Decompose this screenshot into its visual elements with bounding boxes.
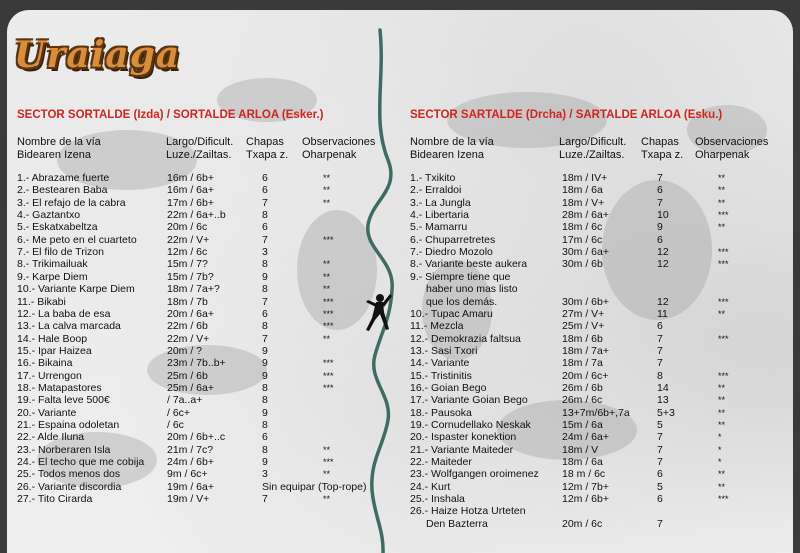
route-row — [17, 234, 363, 247]
route-name: 9.- Karpe Diem — [17, 270, 88, 283]
route-length-grade: 30m / 6b — [562, 258, 603, 271]
route-length-grade: 25m / 6a+ — [167, 381, 214, 394]
route-row — [17, 407, 363, 420]
route-row — [410, 431, 758, 444]
route-bolts: 8 — [262, 381, 268, 394]
route-length-grade: 12m / 6c — [167, 246, 208, 259]
route-name: 20.- Ispaster konektion — [410, 431, 517, 444]
route-length-grade: 18m / 7a+? — [167, 283, 220, 296]
route-bolts: 8 — [262, 443, 268, 456]
route-length-grade: 15m / 7b? — [167, 270, 214, 283]
route-row — [410, 308, 758, 321]
route-row — [410, 296, 758, 309]
route-rating: ** — [323, 259, 331, 270]
route-length-grade: 20m / 6c — [167, 221, 208, 234]
route-name: 9.- Siempre tiene que — [410, 270, 511, 283]
route-name: 8.- Variante beste aukera — [410, 258, 528, 271]
route-row — [17, 370, 363, 383]
route-row — [410, 184, 758, 197]
header-name-right: Nombre de la vía Bidearen Izena — [410, 136, 494, 161]
route-length-grade: 22m / 6b — [167, 320, 208, 333]
route-length-grade: 18m / V — [562, 443, 599, 456]
route-bolts: 5+3 — [657, 406, 675, 419]
header-bolts-left: Chapas Txapa z. — [246, 136, 289, 161]
route-length-grade: 20m / 6a+ — [167, 307, 214, 320]
route-length-grade: 12m / 7b+ — [562, 480, 609, 493]
route-row — [17, 345, 363, 358]
route-rating: ** — [718, 308, 726, 319]
header-name-left: Nombre de la vía Bidearen Izena — [17, 136, 101, 161]
route-rating: *** — [323, 457, 334, 468]
route-length-grade: 18m / 6a — [562, 184, 603, 197]
route-name: 8.- Trikimailuak — [17, 258, 88, 271]
route-name: 24.- El techo que me cobija — [17, 456, 145, 469]
route-length-grade: 30m / 6b+ — [562, 295, 609, 308]
route-name: 19.- Cornudellako Neskak — [410, 419, 531, 431]
route-bolts: 9 — [262, 369, 268, 382]
route-row — [17, 419, 363, 432]
route-row — [410, 221, 758, 234]
route-name: 27.- Tito Cirarda — [17, 493, 93, 506]
route-length-grade: 16m / 6b+ — [167, 172, 214, 184]
route-name: 16.- Goian Bego — [410, 381, 487, 394]
route-rating: ** — [718, 382, 726, 393]
route-length-grade: 22m / 6a+..b — [167, 209, 226, 222]
route-bolts: 6 — [262, 431, 268, 444]
route-bolts: 8 — [262, 320, 268, 333]
route-rating: *** — [323, 321, 334, 332]
route-bolts: 8 — [262, 283, 268, 296]
route-name: 12.- La baba de esa — [17, 307, 111, 320]
route-bolts: 6 — [657, 493, 663, 506]
route-length-grade: 18m / 6b — [562, 332, 603, 345]
route-row — [410, 394, 758, 407]
route-rating: ** — [718, 173, 726, 183]
route-bolts: 13 — [657, 394, 669, 407]
route-length-grade: 18m / 7a — [562, 357, 603, 370]
route-length-grade: 25m / 6b — [167, 369, 208, 382]
route-row — [410, 407, 758, 420]
route-name: 26.- Haize Hotza Urteten — [410, 505, 526, 518]
route-name: 21.- Variante Maiteder — [410, 443, 514, 456]
route-row — [410, 493, 758, 506]
header-length-left: Largo/Dificult. Luze./Zailtas. — [166, 136, 234, 161]
route-row — [410, 518, 758, 531]
route-length-grade: 20m / 6c — [562, 517, 603, 530]
route-row — [410, 209, 758, 222]
header-bolts-right: Chapas Txapa z. — [641, 136, 684, 161]
route-row — [17, 357, 363, 370]
route-name: 15.- Ipar Haizea — [17, 344, 92, 357]
route-length-grade: 24m / 6b+ — [167, 456, 214, 469]
route-length-grade: 19m / V+ — [167, 493, 210, 506]
route-name: Den Bazterra — [426, 517, 488, 530]
route-bolts: 7 — [657, 344, 663, 357]
route-row — [410, 456, 758, 469]
route-row — [17, 382, 363, 395]
route-length-grade: 20m / 6b+..c — [167, 431, 226, 444]
route-name: 5.- Mamarru — [410, 221, 468, 234]
route-bolts: 8 — [657, 369, 663, 382]
route-length-grade: 9m / 6c+ — [167, 468, 208, 481]
route-row — [17, 283, 363, 296]
route-bolts: 9 — [262, 406, 268, 419]
sector-title-right: SECTOR SARTALDE (Drcha) / SARTALDE ARLOA (Esku.) — [410, 109, 723, 121]
route-bolts: 11 — [657, 307, 668, 320]
route-rating: ** — [718, 469, 726, 480]
route-row — [410, 258, 758, 271]
route-bolts: 7 — [657, 196, 663, 209]
route-length-grade: 24m / 6a+ — [562, 431, 609, 444]
route-name: 23.- Norberaren Isla — [17, 443, 111, 456]
route-bolts: 9 — [657, 221, 663, 234]
route-bolts: 7 — [262, 233, 268, 246]
route-rating: ** — [718, 222, 726, 233]
route-rating: * — [718, 432, 722, 443]
route-name: 7.- Diedro Mozolo — [410, 246, 493, 259]
route-bolts: 6 — [262, 307, 268, 320]
route-length-grade: / 6c+ — [167, 406, 191, 419]
route-length-grade: 27m / V+ — [562, 307, 605, 320]
route-name: 20.- Variante — [17, 406, 77, 419]
route-bolts: 6 — [262, 172, 268, 184]
route-length-grade: 18m / 7a+ — [562, 344, 609, 357]
route-name: 23.- Wolfgangen oroimenez — [410, 468, 539, 481]
route-rating: *** — [323, 370, 334, 381]
route-row — [410, 505, 758, 518]
route-rating: * — [718, 444, 722, 455]
route-length-grade: 19m / 6a+ — [167, 480, 214, 493]
route-name: 6.- Chuparretretes — [410, 233, 496, 246]
route-name: 14.- Hale Boop — [17, 332, 88, 345]
route-row — [410, 283, 758, 296]
route-rating: *** — [323, 308, 334, 319]
route-bolts: Sin equipar (Top-rope) — [262, 480, 367, 493]
route-rating: ** — [718, 481, 726, 492]
route-rating: ** — [323, 444, 331, 455]
route-name: 12.- Demokrazia faltsua — [410, 332, 521, 345]
route-row — [410, 468, 758, 481]
route-bolts: 6 — [657, 320, 663, 333]
route-row — [17, 308, 363, 321]
route-name: 15.- Tristinitis — [410, 369, 472, 382]
route-bolts: 3 — [262, 468, 268, 481]
route-length-grade: 23m / 7b..b+ — [167, 357, 226, 370]
route-row — [410, 333, 758, 346]
route-length-grade: 20m / ? — [167, 344, 203, 357]
route-row — [410, 444, 758, 457]
route-row — [17, 444, 363, 457]
route-rating: ** — [718, 185, 726, 196]
route-length-grade: 18m / IV+ — [562, 172, 608, 184]
route-row — [410, 234, 758, 247]
route-row — [17, 493, 363, 506]
route-row — [410, 197, 758, 210]
route-length-grade: 25m / V+ — [562, 320, 605, 333]
route-name: 5.- Eskatxabeltza — [17, 221, 98, 234]
route-name: 7.- El filo de Trizon — [17, 246, 104, 259]
route-rating: ** — [323, 197, 331, 208]
route-row — [17, 333, 363, 346]
route-length-grade: 18m / 6c — [562, 221, 603, 234]
route-bolts: 3 — [262, 246, 268, 259]
route-rating: ** — [323, 333, 331, 344]
route-rating: *** — [718, 494, 729, 505]
route-bolts: 14 — [657, 381, 669, 394]
route-length-grade: 17m / 6c — [562, 233, 603, 246]
route-row — [410, 481, 758, 494]
route-rating: *** — [718, 370, 729, 381]
route-name: 13.- La calva marcada — [17, 320, 121, 333]
route-name: 14.- Variante — [410, 357, 470, 370]
route-bolts: 9 — [262, 357, 268, 370]
route-row — [410, 172, 758, 185]
route-bolts: 5 — [657, 480, 663, 493]
route-name: 18.- Pausoka — [410, 406, 472, 419]
route-name: 11.- Mezcla — [410, 320, 464, 333]
route-rating: *** — [323, 382, 334, 393]
route-bolts: 5 — [657, 419, 663, 431]
route-bolts: 6 — [657, 233, 663, 246]
route-name: 10.- Tupac Amaru — [410, 307, 493, 320]
route-name: 24.- Kurt — [410, 480, 451, 493]
route-bolts: 10 — [657, 209, 669, 222]
route-bolts: 7 — [262, 196, 268, 209]
route-bolts: 8 — [262, 258, 268, 271]
route-length-grade: 20m / 6c+ — [562, 369, 609, 382]
route-bolts: 12 — [657, 246, 669, 259]
route-row — [410, 370, 758, 383]
route-name: que los demás. — [426, 295, 498, 308]
header-length-right: Largo/Dificult. Luze./Zailtas. — [559, 136, 627, 161]
route-name: 17.- Variante Goian Bego — [410, 394, 528, 407]
route-row — [17, 394, 363, 407]
route-rating: ** — [323, 469, 331, 480]
route-name: 26.- Variante discordia — [17, 480, 122, 493]
route-rating: ** — [323, 494, 331, 505]
route-length-grade: 18m / 6a — [562, 456, 603, 469]
route-rating: *** — [323, 358, 334, 369]
route-row — [17, 456, 363, 469]
route-row — [17, 320, 363, 333]
route-name: 13.- Sasi Txori — [410, 344, 478, 357]
route-row — [410, 345, 758, 358]
route-bolts: 6 — [262, 184, 268, 197]
route-length-grade: 28m / 6a+ — [562, 209, 609, 222]
route-name: 17.- Urrengon — [17, 369, 82, 382]
header-notes-left: Observaciones Oharpenak — [302, 136, 376, 161]
route-row — [17, 221, 363, 234]
route-row — [17, 258, 363, 271]
route-name: 11.- Bikabi — [17, 295, 66, 308]
route-bolts: 7 — [657, 517, 663, 530]
route-length-grade: 30m / 6a+ — [562, 246, 609, 259]
route-name: haber uno mas listo — [426, 283, 518, 296]
route-rating: *** — [718, 296, 729, 307]
route-name: 18.- Matapastores — [17, 381, 102, 394]
route-name: 2.- Bestearen Baba — [17, 184, 108, 197]
route-row — [410, 419, 758, 432]
route-name: 22.- Alde Iluna — [17, 431, 85, 444]
route-rating: ** — [323, 185, 331, 196]
route-name: 19.- Falta leve 500€ — [17, 394, 110, 407]
route-name: 2.- Erraldoi — [410, 184, 462, 197]
route-length-grade: 15m / 6a — [562, 419, 603, 431]
route-name: 3.- La Jungla — [410, 196, 471, 209]
route-rating: ** — [718, 420, 726, 430]
header-notes-right: Observaciones Oharpenak — [695, 136, 769, 161]
route-length-grade: 12m / 6b+ — [562, 493, 609, 506]
route-rating: ** — [718, 197, 726, 208]
route-length-grade: 26m / 6b — [562, 381, 603, 394]
route-row — [17, 271, 363, 284]
route-name: 25.- Inshala — [410, 493, 465, 506]
route-row — [410, 246, 758, 259]
route-row — [410, 357, 758, 370]
route-bolts: 7 — [657, 443, 663, 456]
route-length-grade: 21m / 7c? — [167, 443, 214, 456]
route-name: 10.- Variante Karpe Diem — [17, 283, 135, 296]
route-bolts: 12 — [657, 258, 669, 271]
route-bolts: 7 — [657, 332, 663, 345]
route-bolts: 9 — [262, 344, 268, 357]
route-row — [17, 296, 363, 309]
route-bolts: 7 — [262, 332, 268, 345]
route-rating: *** — [718, 210, 729, 221]
route-length-grade: 22m / V+ — [167, 332, 210, 345]
route-bolts: 9 — [262, 456, 268, 469]
route-name: 1.- Txikito — [410, 172, 456, 184]
route-rating: * — [718, 457, 722, 468]
route-rating: *** — [323, 234, 334, 245]
route-name: 4.- Gaztantxo — [17, 209, 81, 222]
route-bolts: 12 — [657, 295, 669, 308]
sector-title-left: SECTOR SORTALDE (Izda) / SORTALDE ARLOA (Esker.) — [17, 109, 324, 121]
route-row — [17, 184, 363, 197]
route-rating: ** — [323, 284, 331, 295]
route-length-grade: / 7a..a+ — [167, 394, 203, 407]
route-name: 6.- Me peto en el cuarteto — [17, 233, 137, 246]
route-rating: *** — [718, 259, 729, 270]
route-length-grade: 22m / V+ — [167, 233, 210, 246]
route-bolts: 8 — [262, 209, 268, 222]
route-bolts: 7 — [657, 456, 663, 469]
route-rating: ** — [323, 173, 331, 183]
route-rating: *** — [323, 296, 334, 307]
route-name: 22.- Maiteder — [410, 456, 472, 469]
route-name: 21.- Espaina odoletan — [17, 419, 120, 431]
route-bolts: 8 — [262, 394, 268, 407]
route-bolts: 7 — [657, 431, 663, 444]
route-length-grade: 15m / 7? — [167, 258, 208, 271]
route-bolts: 7 — [657, 357, 663, 370]
route-length-grade: 18m / V+ — [562, 196, 605, 209]
route-row — [17, 431, 363, 444]
route-rating: *** — [718, 247, 729, 258]
route-bolts: 6 — [657, 468, 663, 481]
route-length-grade: 18m / 7b — [167, 295, 208, 308]
route-row — [410, 271, 758, 284]
route-name: 25.- Todos menos dos — [17, 468, 121, 481]
route-length-grade: 18 m / 6c — [562, 468, 606, 481]
route-bolts: 7 — [262, 493, 268, 506]
route-bolts: 8 — [262, 419, 268, 431]
route-bolts: 7 — [262, 295, 268, 308]
route-name: 3.- El refajo de la cabra — [17, 196, 126, 209]
route-name: 4.- Libertaria — [410, 209, 469, 222]
route-bolts: 6 — [262, 221, 268, 234]
crag-logo: Uraiaga — [14, 34, 181, 76]
route-length-grade: 26m / 6c — [562, 394, 603, 407]
route-rating: ** — [323, 271, 331, 282]
route-rating: ** — [718, 407, 726, 418]
route-row — [17, 246, 363, 259]
route-length-grade: 16m / 6a+ — [167, 184, 214, 197]
route-bolts: 9 — [262, 270, 268, 283]
route-name: 1.- Abrazame fuerte — [17, 172, 110, 184]
route-row — [17, 197, 363, 210]
route-row — [17, 172, 363, 185]
route-row — [410, 320, 758, 333]
route-bolts: 6 — [657, 184, 663, 197]
route-row — [410, 382, 758, 395]
route-row — [17, 468, 363, 481]
route-name: 16.- Bikaina — [17, 357, 73, 370]
route-bolts: 7 — [657, 172, 663, 184]
route-length-grade: / 6c — [167, 419, 184, 431]
route-rating: ** — [718, 395, 726, 406]
route-row — [17, 480, 367, 494]
route-row — [17, 209, 363, 222]
route-length-grade: 17m / 6b+ — [167, 196, 214, 209]
route-length-grade: 13+7m/6b+,7a — [562, 406, 630, 419]
route-rating: *** — [718, 333, 729, 344]
